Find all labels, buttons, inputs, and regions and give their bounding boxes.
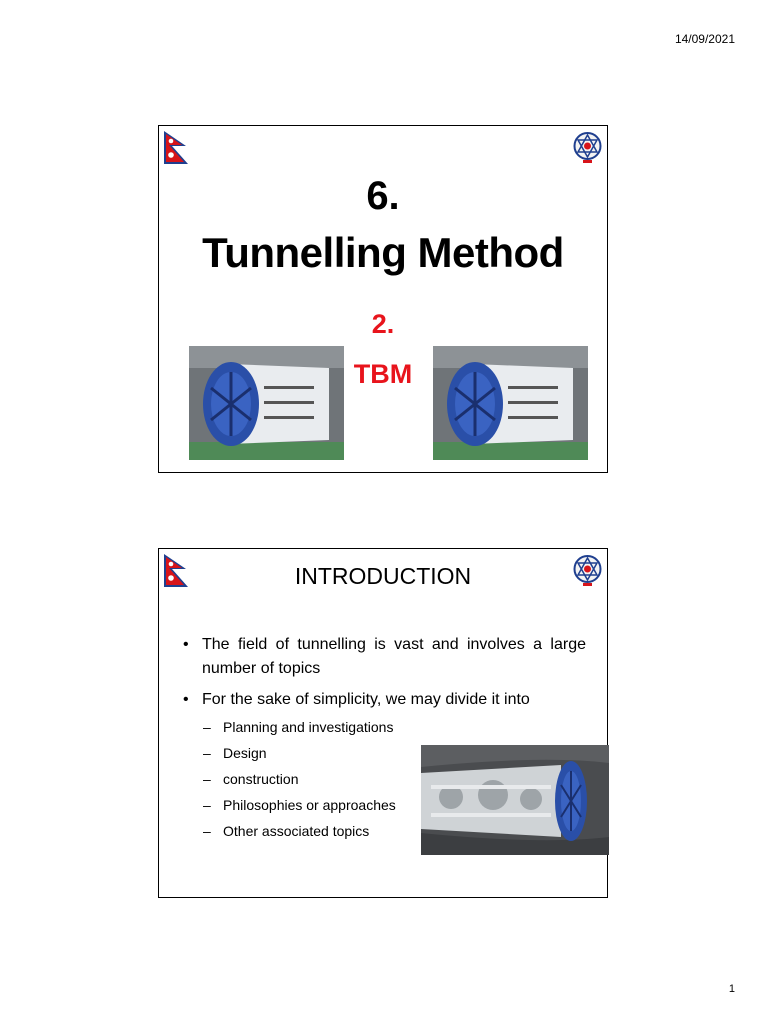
bullet-text: The field of tunnelling is vast and involves a large number of topics — [202, 636, 586, 677]
list-item — [181, 633, 586, 681]
title-slide — [158, 125, 608, 473]
dash-icon: – — [203, 823, 211, 839]
introduction-slide — [158, 548, 608, 898]
bullet-icon: • — [183, 636, 189, 653]
slide-title: Tunnelling Method — [202, 229, 564, 276]
list-item — [181, 688, 586, 712]
slide-title-number: 6. — [366, 174, 400, 218]
subitem-text: Planning and investigations — [223, 719, 394, 735]
dash-icon: – — [203, 771, 211, 787]
bullet-list — [181, 633, 586, 719]
subitem-text: construction — [223, 771, 299, 787]
subitem-text: Philosophies or approaches — [223, 797, 396, 813]
bullet-text: For the sake of simplicity, we may divide it into — [202, 691, 530, 708]
subtitle: TBM — [353, 359, 413, 389]
bullet-icon: • — [183, 691, 189, 708]
list-item — [203, 743, 396, 769]
list-item — [203, 795, 396, 821]
university-emblem-icon — [572, 131, 603, 165]
dash-icon: – — [203, 745, 211, 761]
page-number: 1 — [728, 983, 735, 995]
list-item — [203, 821, 396, 847]
sub-list — [203, 717, 396, 847]
nepal-flag-icon — [162, 130, 190, 168]
dash-icon: – — [203, 797, 211, 813]
date-label: 14/09/2021 — [674, 32, 735, 46]
tbm-photo-right — [433, 346, 588, 460]
dash-icon: – — [203, 719, 211, 735]
subitem-text: Design — [223, 745, 267, 761]
tbm-photo-left — [189, 346, 344, 460]
slide-title: INTRODUCTION — [294, 563, 472, 589]
subtitle-number: 2. — [371, 309, 395, 339]
subitem-text: Other associated topics — [223, 823, 370, 839]
list-item — [203, 769, 396, 795]
list-item — [203, 717, 396, 743]
tbm-machine-photo — [421, 745, 609, 855]
